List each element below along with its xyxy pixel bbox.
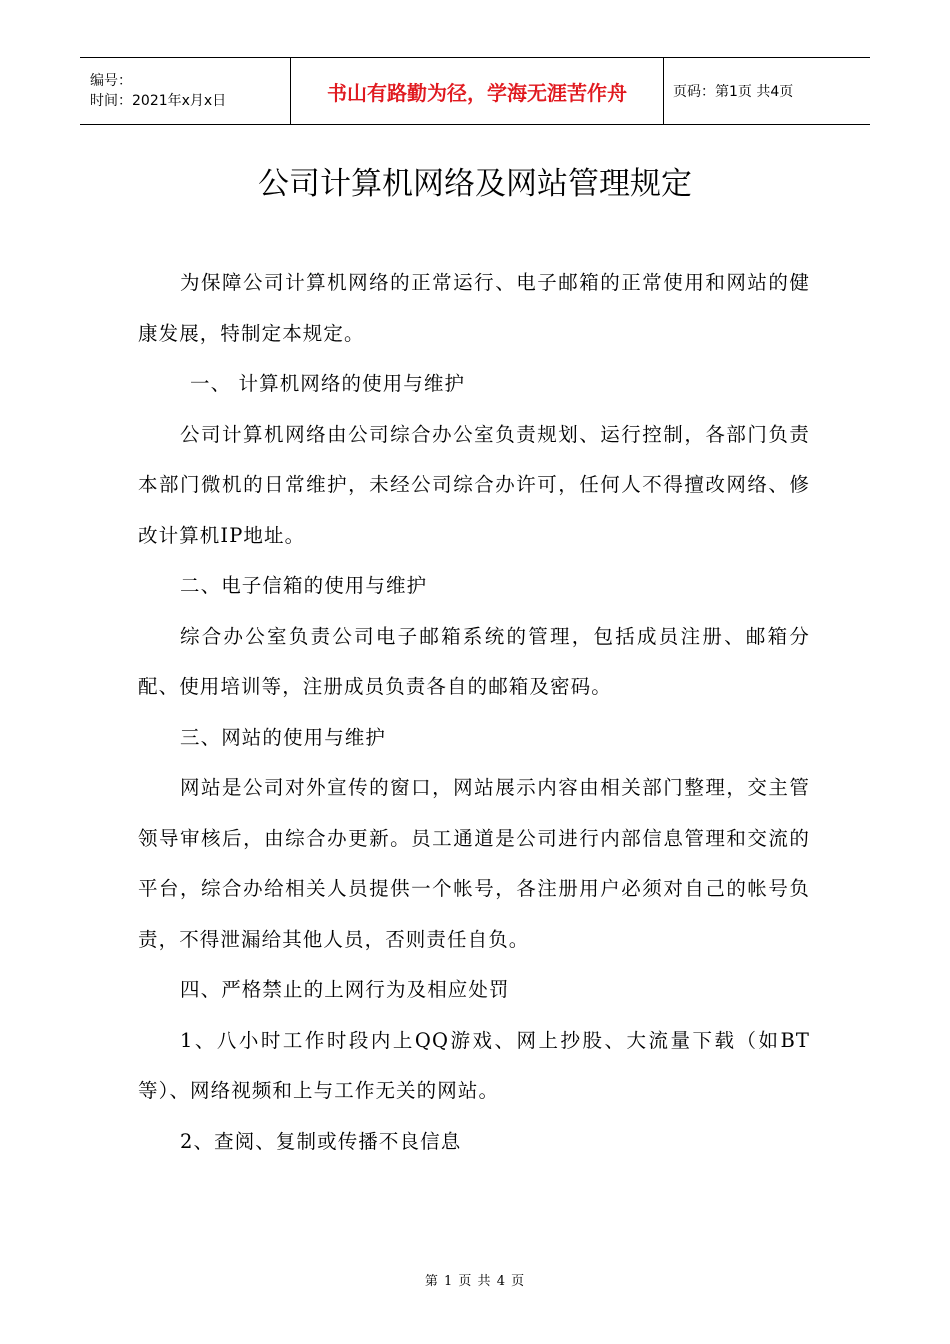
document-date-label: 时间：2021年x月x日: [90, 93, 227, 109]
header-meta-cell: [80, 58, 291, 125]
section-heading-1: 一、 计算机网络的使用与维护: [190, 372, 466, 395]
document-number-label: 编号：: [90, 73, 132, 89]
document-title: 公司计算机网络及网站管理规定: [258, 166, 692, 202]
body-paragraph: 综合办公室负责公司电子邮箱系统的管理，包括成员注册、邮箱分配、使用培训等，注册成员负责各自的邮箱及密码。: [138, 624, 810, 698]
section-heading-3: 三、网站的使用与维护: [180, 725, 387, 749]
body-paragraph: 网站是公司对外宣传的窗口，网站展示内容由相关部门整理，交主管领导审核后，由综合办更新。员工通道是公司进行内部信息管理和交流的平台，综合办给相关人员提供一个帐号，各注册用户必须对自己的帐号负责，不得泄漏给其他人员，否则责任自负。: [138, 776, 810, 951]
header-motto: 书山有路勤为径，学海无涯苦作舟: [291, 58, 664, 125]
list-item: 1、八小时工作时段内上QQ游戏、网上抄股、大流量下载（如BT等）、网络视频和上与工作无关的网站。: [138, 1028, 810, 1102]
page-footer: 第 1 页 共 4 页: [424, 1274, 526, 1289]
section-heading-2: 二、电子信箱的使用与维护: [180, 574, 428, 597]
body-paragraph: 公司计算机网络由公司综合办公室负责规划、运行控制，各部门负责本部门微机的日常维护，未经公司综合办许可，任何人不得擅改网络、修改计算机IP地址。: [138, 422, 810, 547]
document-header: [80, 57, 870, 125]
list-item: 2、查阅、复制或传播不良信息: [180, 1129, 462, 1153]
document-body: [138, 258, 810, 1167]
header-page-info: 页码：第1页 共4页: [664, 58, 871, 125]
section-heading-4: 四、严格禁止的上网行为及相应处罚: [180, 978, 510, 1001]
intro-paragraph: 为保障公司计算机网络的正常运行、电子邮箱的正常使用和网站的健康发展，特制定本规定。: [138, 271, 810, 345]
